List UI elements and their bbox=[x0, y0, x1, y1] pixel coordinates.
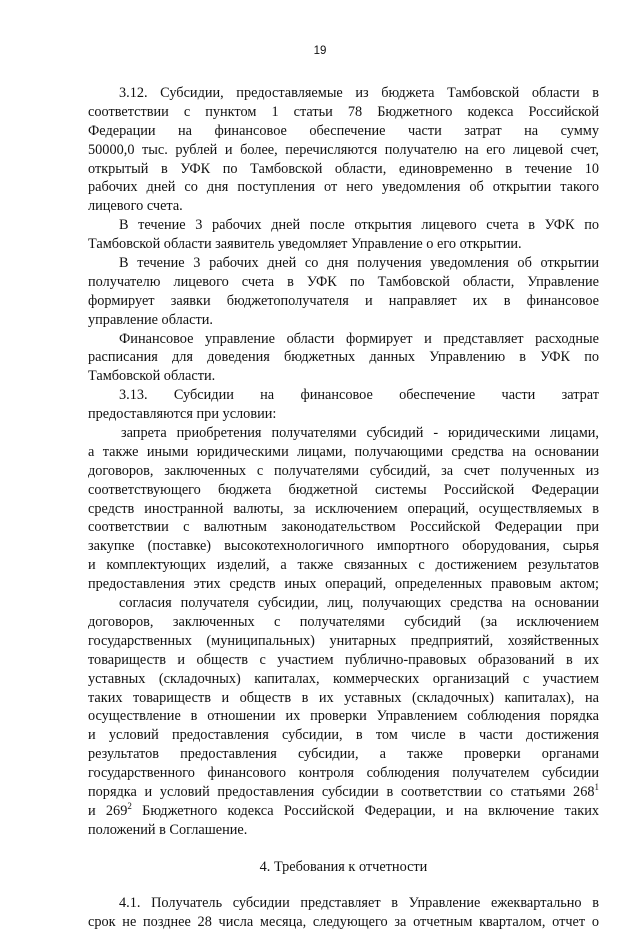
text-line: Тамбовской области заявитель уведомляет Управление о его открытии. bbox=[88, 236, 522, 253]
text-fragment: порядка и условий предоставления субсидии в соответствии со статьями 268 bbox=[88, 783, 595, 800]
paragraph-finance-department bbox=[88, 330, 599, 387]
superscript: 2 bbox=[127, 800, 132, 811]
superscript: 1 bbox=[594, 781, 599, 792]
text-line: закупке (поставке) высокотехнологичного импортного оборудования, сырья bbox=[88, 538, 599, 555]
text-line: запрета приобретения получателями субсидий - юридическими лицами, bbox=[121, 425, 599, 442]
section-heading: 4. Требования к отчетности bbox=[259, 858, 428, 875]
text-line: осуществление в отношении их проверки Управлением соблюдения порядка bbox=[88, 708, 599, 725]
text-line: соответствии с валютным законодательством Российской Федерации при bbox=[88, 519, 599, 536]
text-line: В течение 3 рабочих дней со дня получения уведомления об открытии bbox=[119, 255, 599, 272]
text-line: таких товариществ и обществ в их уставных (складочных) капиталах), на bbox=[88, 689, 599, 706]
paragraph-4-1 bbox=[88, 894, 599, 931]
text-line: В течение 3 рабочих дней после открытия лицевого счета в УФК по bbox=[119, 217, 599, 234]
text-line: согласия получателя субсидии, лиц, получающих средства на основании bbox=[119, 595, 599, 612]
paragraph-currency-prohibition bbox=[88, 424, 599, 594]
text-line: государственных (муниципальных) унитарных предприятий, хозяйственных bbox=[88, 632, 599, 649]
text-line: и условий предоставления субсидии, в том числе в части достижения bbox=[88, 727, 599, 744]
text-line: предоставляются при условии: bbox=[88, 406, 277, 423]
text-line: договоров, заключенных с получателями субсидий, за счет полученных из bbox=[88, 462, 599, 479]
text-line: товариществ и обществ с участием публично-правовых образований в их bbox=[88, 651, 599, 668]
text-line: положений в Соглашение. bbox=[88, 821, 248, 838]
text-fragment: Бюджетного кодекса Российской Федерации, и на включение таких bbox=[142, 802, 600, 819]
text-line: получателю лицевого счета в УФК по Тамбовской области, Управление bbox=[88, 273, 599, 290]
text-line-with-superscript bbox=[88, 783, 599, 802]
page-number: 19 bbox=[313, 45, 327, 57]
text-line: лицевого счета. bbox=[88, 198, 183, 215]
text-line: результатов предоставления субсидии, а также проверки органами bbox=[88, 746, 599, 763]
text-line: открытый в УФК по Тамбовской области, единовременно в течение 10 bbox=[88, 160, 599, 177]
text-line: управление области. bbox=[88, 311, 213, 328]
text-line: договоров, заключенных с получателями субсидий (за исключением bbox=[88, 613, 599, 630]
text-line: срок не позднее 28 числа месяца, следующего за отчетным кварталом, отчет о bbox=[88, 913, 599, 930]
paragraph-budget-requests bbox=[88, 254, 599, 330]
text-line: расписания для доведения бюджетных данных Управлению в УФК по bbox=[88, 349, 599, 366]
document-body bbox=[88, 84, 599, 931]
text-line: 3.13. Субсидии на финансовое обеспечение части затрат bbox=[119, 387, 599, 404]
text-line: 50000,0 тыс. рублей и более, перечисляются получателю на его лицевой счет, bbox=[88, 141, 599, 158]
text-line: соответствии с пунктом 1 статьи 78 Бюджетного кодекса Российской bbox=[88, 103, 599, 120]
text-fragment: и 269 bbox=[88, 802, 128, 819]
text-line-with-superscript bbox=[88, 802, 599, 821]
text-line: 3.12. Субсидии, предоставляемые из бюджета Тамбовской области в bbox=[119, 85, 599, 101]
text-line: рабочих дней со дня поступления от него уведомления об открытии такого bbox=[88, 179, 599, 196]
paragraph-3-12 bbox=[88, 84, 599, 216]
text-line: Финансовое управление области формирует и представляет расходные bbox=[119, 330, 599, 347]
text-line: а также иными юридическими лицами, получающими средства на основании bbox=[88, 443, 599, 460]
paragraph-3-13 bbox=[88, 386, 599, 424]
text-line: уставных (складочных) капиталах, коммерческих организаций с участием bbox=[88, 670, 599, 687]
text-line: государственного финансового контроля соблюдения получателем субсидии bbox=[88, 765, 599, 782]
text-line: формирует заявки бюджетополучателя и направляет их в финансовое bbox=[88, 292, 599, 309]
text-line: предоставления этих средств иных операций, определенных правовым актом; bbox=[88, 576, 599, 593]
text-line: соответствующего бюджета бюджетной системы Российской Федерации bbox=[88, 481, 599, 498]
paragraph-account-notice bbox=[88, 216, 599, 254]
text-line: Федерации на финансовое обеспечение части затрат на сумму bbox=[88, 122, 599, 139]
text-line: Тамбовской области. bbox=[88, 368, 216, 385]
text-line: и комплектующих изделий, а также связанных с достижением результатов bbox=[88, 557, 599, 574]
text-line: средств иностранной валюты, за исключением операций, осуществляемых в bbox=[88, 500, 599, 517]
text-line: 4.1. Получатель субсидии представляет в Управление ежеквартально в bbox=[119, 894, 599, 911]
paragraph-inspection-consent bbox=[88, 594, 599, 840]
